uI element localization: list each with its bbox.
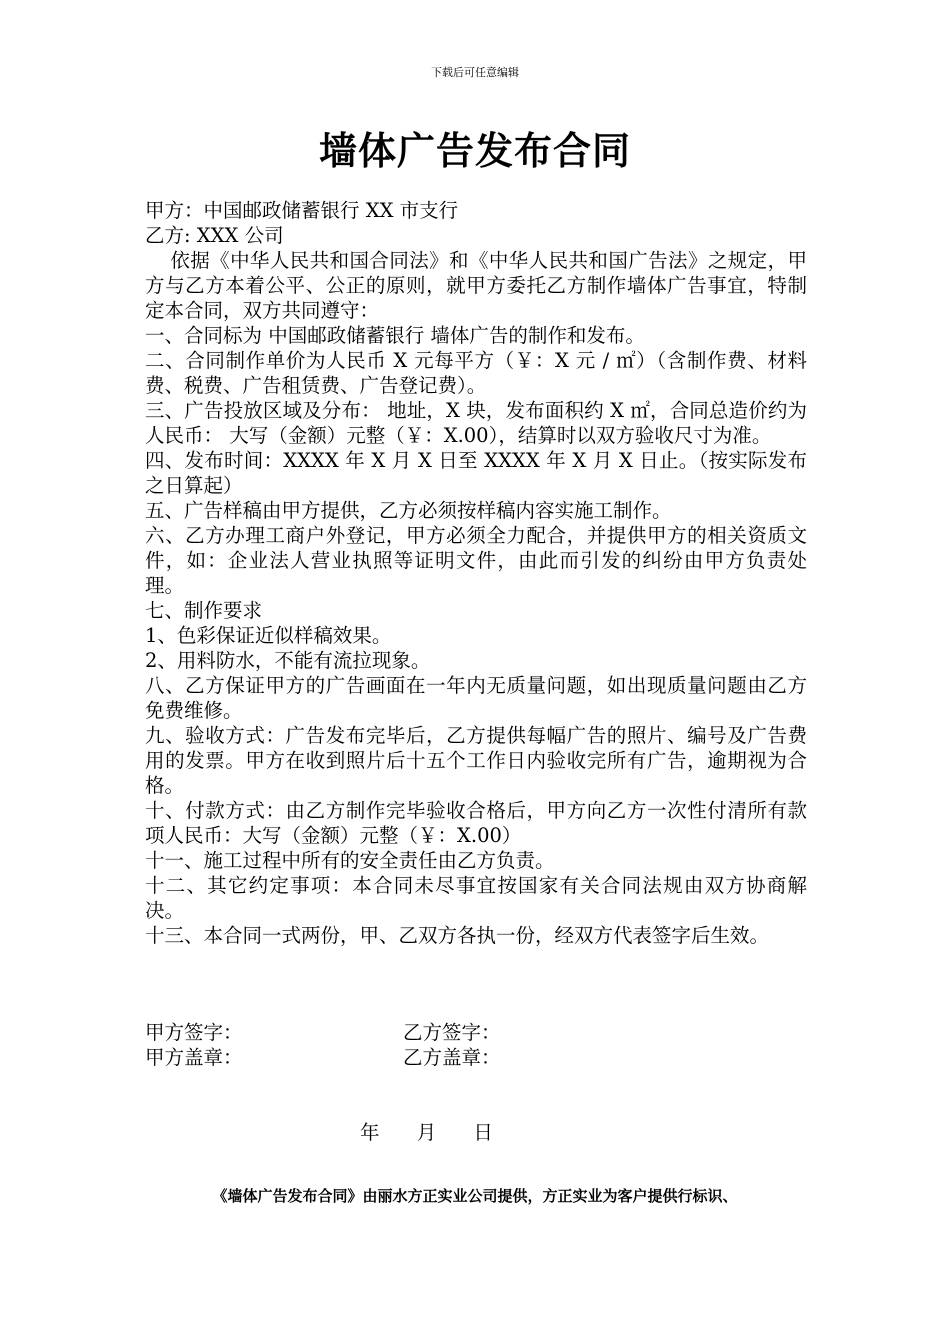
footer-note: 《墙体广告发布合同》由丽水方正实业公司提供，方正实业为客户提供行标识、 bbox=[212, 1187, 738, 1205]
clause-6: 六、乙方办理工商户外登记，甲方必须全力配合，并提供甲方的相关资质文件，如：企业法人营业执照等证明文件，由此而引发的纠纷由甲方负责处理。 bbox=[145, 524, 807, 597]
party-b-line: 乙方: XXX 公司 bbox=[145, 224, 284, 247]
header-note: 下载后可任意编辑 bbox=[431, 66, 519, 79]
clause-3: 三、广告投放区域及分布： 地址，X 块，发布面积约 X ㎡，合同总造价约为人民币： 大写（金额）元整（￥：X.00），结算时以双方验收尺寸为准。 bbox=[145, 399, 807, 447]
party-a-signature-label: 甲方签字： bbox=[145, 1021, 243, 1044]
clause-9: 九、验收方式：广告发布完毕后，乙方提供每幅广告的照片、编号及广告费用的发票。甲方在收到照片后十五个工作日内验收完所有广告，逾期视为合格。 bbox=[145, 724, 807, 797]
signature-block bbox=[145, 1020, 807, 1070]
preamble-paragraph: 依据《中华人民共和国合同法》和《中华人民共和国广告法》之规定，甲方与乙方本着公平、公正的原则，就甲方委托乙方制作墙体广告事宜，特制定本合同，双方共同遵守： bbox=[145, 249, 807, 322]
clause-5: 五、广告样稿由甲方提供，乙方必须按样稿内容实施工制作。 bbox=[145, 499, 672, 522]
clause-2: 二、合同制作单价为人民币 X 元每平方（￥：X 元 / ㎡）（含制作费、材料费、税费、广告租赁费、广告登记费）。 bbox=[145, 349, 807, 397]
contract-body bbox=[145, 198, 807, 948]
party-a-line: 甲方：中国邮政储蓄银行 XX 市支行 bbox=[145, 199, 459, 222]
seal-row bbox=[145, 1045, 807, 1070]
date-line: 年 月 日 bbox=[360, 1121, 493, 1144]
party-b-signature-label: 乙方签字： bbox=[403, 1021, 501, 1044]
clause-4: 四、发布时间：XXXX 年 X 月 X 日至 XXXX 年 X 月 X 日止。（按实际发布之日算起） bbox=[145, 449, 807, 497]
clause-10: 十、付款方式：由乙方制作完毕验收合格后，甲方向乙方一次性付清所有款项人民币：大写（金额）元整（￥：X.00） bbox=[145, 799, 807, 847]
document-title: 墙体广告发布合同 bbox=[318, 129, 631, 173]
clause-1: 一、合同标为 中国邮政储蓄银行 墙体广告的制作和发布。 bbox=[145, 324, 645, 347]
clause-12: 十二、其它约定事项：本合同未尽事宜按国家有关合同法规由双方协商解决。 bbox=[145, 874, 807, 922]
signature-row bbox=[145, 1020, 807, 1045]
clause-11: 十一、施工过程中所有的安全责任由乙方负责。 bbox=[145, 849, 555, 872]
clause-7-item-1: 1、色彩保证近似样稿效果。 bbox=[145, 624, 392, 647]
clause-13: 十三、本合同一式两份，甲、乙双方各执一份，经双方代表签字后生效。 bbox=[145, 924, 770, 947]
party-b-seal-label: 乙方盖章： bbox=[403, 1046, 501, 1069]
clause-7: 七、制作要求 bbox=[145, 599, 263, 622]
party-a-seal-label: 甲方盖章： bbox=[145, 1046, 243, 1069]
clause-7-item-2: 2、用料防水，不能有流拉现象。 bbox=[145, 649, 431, 672]
clause-8: 八、乙方保证甲方的广告画面在一年内无质量问题，如出现质量问题由乙方免费维修。 bbox=[145, 674, 807, 722]
